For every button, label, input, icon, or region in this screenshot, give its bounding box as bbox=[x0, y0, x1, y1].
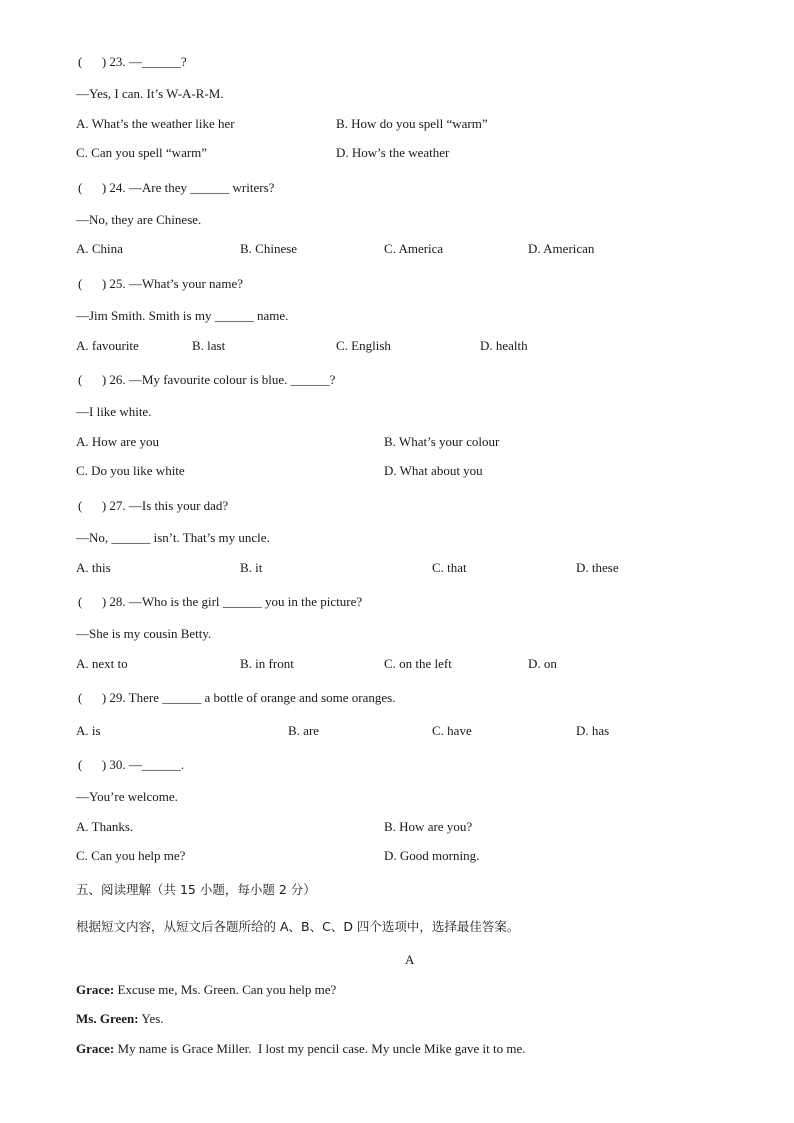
question-23-option-a: A. What’s the weather like her bbox=[76, 116, 235, 131]
question-23-option-b: B. How do you spell “warm” bbox=[336, 116, 488, 131]
dialogue-line bbox=[76, 1011, 164, 1027]
question-25-stem: ( ) 25. —What’s your name? bbox=[78, 276, 243, 291]
question-27-reply: —No, ______ isn’t. That’s my uncle. bbox=[76, 530, 270, 545]
question-28-option-a: A. next to bbox=[76, 656, 128, 671]
section-heading: 五、阅读理解（共 15 小题，每小题 2 分） bbox=[76, 882, 316, 897]
question-27-option-c: C. that bbox=[432, 560, 467, 575]
question-26-option-a: A. How are you bbox=[76, 434, 160, 449]
question-30-option-c: C. Can you help me? bbox=[76, 848, 186, 863]
dialogue-text: Excuse me, Ms. Green. Can you help me? bbox=[117, 982, 337, 997]
question-27-stem: ( ) 27. —Is this your dad? bbox=[78, 498, 229, 513]
question-28-stem: ( ) 28. —Who is the girl ______ you in the picture? bbox=[78, 594, 363, 609]
question-26-option-b: B. What’s your colour bbox=[384, 434, 500, 449]
question-24-stem: ( ) 24. —Are they ______ writers? bbox=[78, 180, 275, 195]
question-29-stem: ( ) 29. There ______ a bottle of orange and some oranges. bbox=[78, 690, 396, 705]
question-23-option-d: D. How’s the weather bbox=[336, 145, 450, 160]
dialogue-text: My name is Grace Miller. I lost my pencil case. My uncle Mike gave it to me. bbox=[117, 1041, 526, 1056]
question-25-option-b: B. last bbox=[192, 338, 226, 353]
dialogue-line bbox=[76, 1041, 525, 1057]
question-26-option-d: D. What about you bbox=[384, 463, 483, 478]
question-29-option-c: C. have bbox=[432, 723, 472, 738]
question-30-reply: —You’re welcome. bbox=[76, 789, 178, 804]
question-26-stem: ( ) 26. —My favourite colour is blue. ______? bbox=[78, 372, 336, 387]
question-28-reply: —She is my cousin Betty. bbox=[76, 626, 212, 641]
question-25-option-d: D. health bbox=[480, 338, 528, 353]
section-instruction: 根据短文内容，从短文后各题所给的 A、B、C、D 四个选项中，选择最佳答案。 bbox=[76, 919, 520, 934]
question-30-stem: ( ) 30. —______. bbox=[78, 757, 185, 772]
question-28-option-b: B. in front bbox=[240, 656, 294, 671]
dialogue-line bbox=[76, 982, 336, 998]
question-27-option-b: B. it bbox=[240, 560, 263, 575]
question-23-option-c: C. Can you spell “warm” bbox=[76, 145, 208, 160]
question-30-option-d: D. Good morning. bbox=[384, 848, 480, 863]
passage-label: A bbox=[405, 952, 415, 967]
question-25-option-a: A. favourite bbox=[76, 338, 139, 353]
dialogue-speaker: Grace: bbox=[76, 1041, 115, 1056]
dialogue-speaker: Grace: bbox=[76, 982, 115, 997]
question-29-option-a: A. is bbox=[76, 723, 101, 738]
question-29-option-b: B. are bbox=[288, 723, 320, 738]
question-25-option-c: C. English bbox=[336, 338, 391, 353]
question-27-option-a: A. this bbox=[76, 560, 111, 575]
question-24-option-a: A. China bbox=[76, 241, 123, 256]
question-26-option-c: C. Do you like white bbox=[76, 463, 185, 478]
question-28-option-c: C. on the left bbox=[384, 656, 452, 671]
question-30-option-b: B. How are you? bbox=[384, 819, 473, 834]
question-24-option-d: D. American bbox=[528, 241, 595, 256]
question-24-option-b: B. Chinese bbox=[240, 241, 298, 256]
question-30-option-a: A. Thanks. bbox=[76, 819, 134, 834]
question-23-reply: —Yes, I can. It’s W-A-R-M. bbox=[76, 86, 224, 101]
question-23-stem: ( ) 23. —______? bbox=[78, 54, 187, 69]
question-27-option-d: D. these bbox=[576, 560, 619, 575]
question-29-option-d: D. has bbox=[576, 723, 610, 738]
dialogue-text: Yes. bbox=[141, 1011, 164, 1026]
question-26-reply: —I like white. bbox=[76, 404, 152, 419]
question-25-reply: —Jim Smith. Smith is my ______ name. bbox=[76, 308, 289, 323]
question-24-reply: —No, they are Chinese. bbox=[76, 212, 202, 227]
question-24-option-c: C. America bbox=[384, 241, 444, 256]
dialogue-speaker: Ms. Green: bbox=[76, 1011, 139, 1026]
question-28-option-d: D. on bbox=[528, 656, 557, 671]
